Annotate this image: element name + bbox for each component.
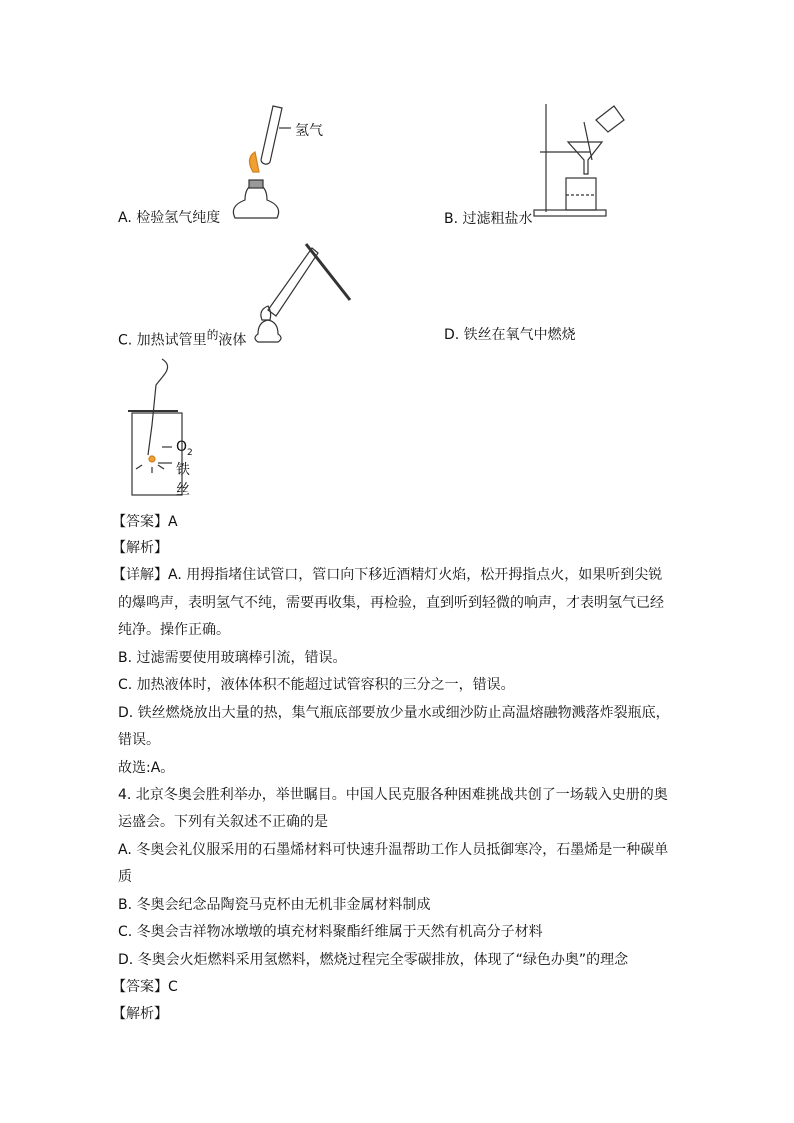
option-c: C. 加热试管里$^的$液体: [118, 328, 247, 349]
label-iron-wire: 铁丝: [176, 462, 190, 498]
q3-detail-line: D. 铁丝燃烧放出大量的热，集气瓶底部要放少量水或细沙防止高温熔融物溅落炸裂瓶底，: [118, 705, 670, 721]
q4-option-line: 质: [118, 869, 132, 885]
label-hydrogen: 氢气: [295, 123, 323, 139]
figure-heating-liquid: [250, 238, 360, 347]
q3-detail-line: 纯净。操作正确。: [118, 622, 230, 638]
q3-detail-line: B. 过滤需要使用玻璃棒引流，错误。: [118, 650, 347, 666]
figure-iron-burning: [128, 355, 193, 504]
q4-option-line: C. 冬奥会吉祥物冰墩墩的填充材料聚酯纤维属于天然有机高分子材料: [118, 924, 543, 940]
q4-stem-line: 4. 北京冬奥会胜利举办，举世瞩目。中国人民克服各种困难挑战共创了一场载入史册的奥: [118, 787, 668, 803]
label-o2: $O_2$: [176, 439, 193, 458]
q3-analysis-heading: 【解析】: [112, 540, 168, 556]
option-b: B. 过滤粗盐水: [444, 211, 533, 227]
q4-analysis-heading: 【解析】: [112, 1006, 168, 1022]
q3-detail-line: 错误。: [118, 732, 160, 748]
q3-answer: 【答案】A: [112, 514, 178, 530]
q4-option-line: D. 冬奥会火炬燃料采用氢燃料，燃烧过程完全零碳排放，体现了“绿色办奥”的理念: [118, 952, 629, 968]
q4-stem-line: 运盛会。下列有关叙述不正确的是: [118, 814, 328, 830]
option-a: A. 检验氢气纯度: [118, 210, 221, 226]
option-d: D. 铁丝在氧气中燃烧: [444, 327, 576, 343]
q3-detail-line: 【详解】A. 用拇指堵住试管口，管口向下移近酒精灯火焰，松开拇指点火，如果听到尖锐: [112, 567, 663, 583]
q4-option-line: A. 冬奥会礼仪服采用的石墨烯材料可快速升温帮助工作人员抵御寒冷，石墨烯是一种碳单: [118, 842, 669, 858]
figure-hydrogen-purity-test: [225, 100, 335, 229]
q3-detail-line: 故选:A。: [118, 760, 175, 776]
q4-option-line: B. 冬奥会纪念品陶瓷马克杯由无机非金属材料制成: [118, 897, 431, 913]
figure-filtration: [530, 100, 630, 224]
q3-detail-line: C. 加热液体时，液体体积不能超过试管容积的三分之一，错误。: [118, 677, 515, 693]
q4-answer: 【答案】C: [112, 979, 178, 995]
q3-detail-line: 的爆鸣声，表明氢气不纯，需要再收集，再检验，直到听到轻微的响声，才表明氢气已经: [118, 595, 664, 611]
